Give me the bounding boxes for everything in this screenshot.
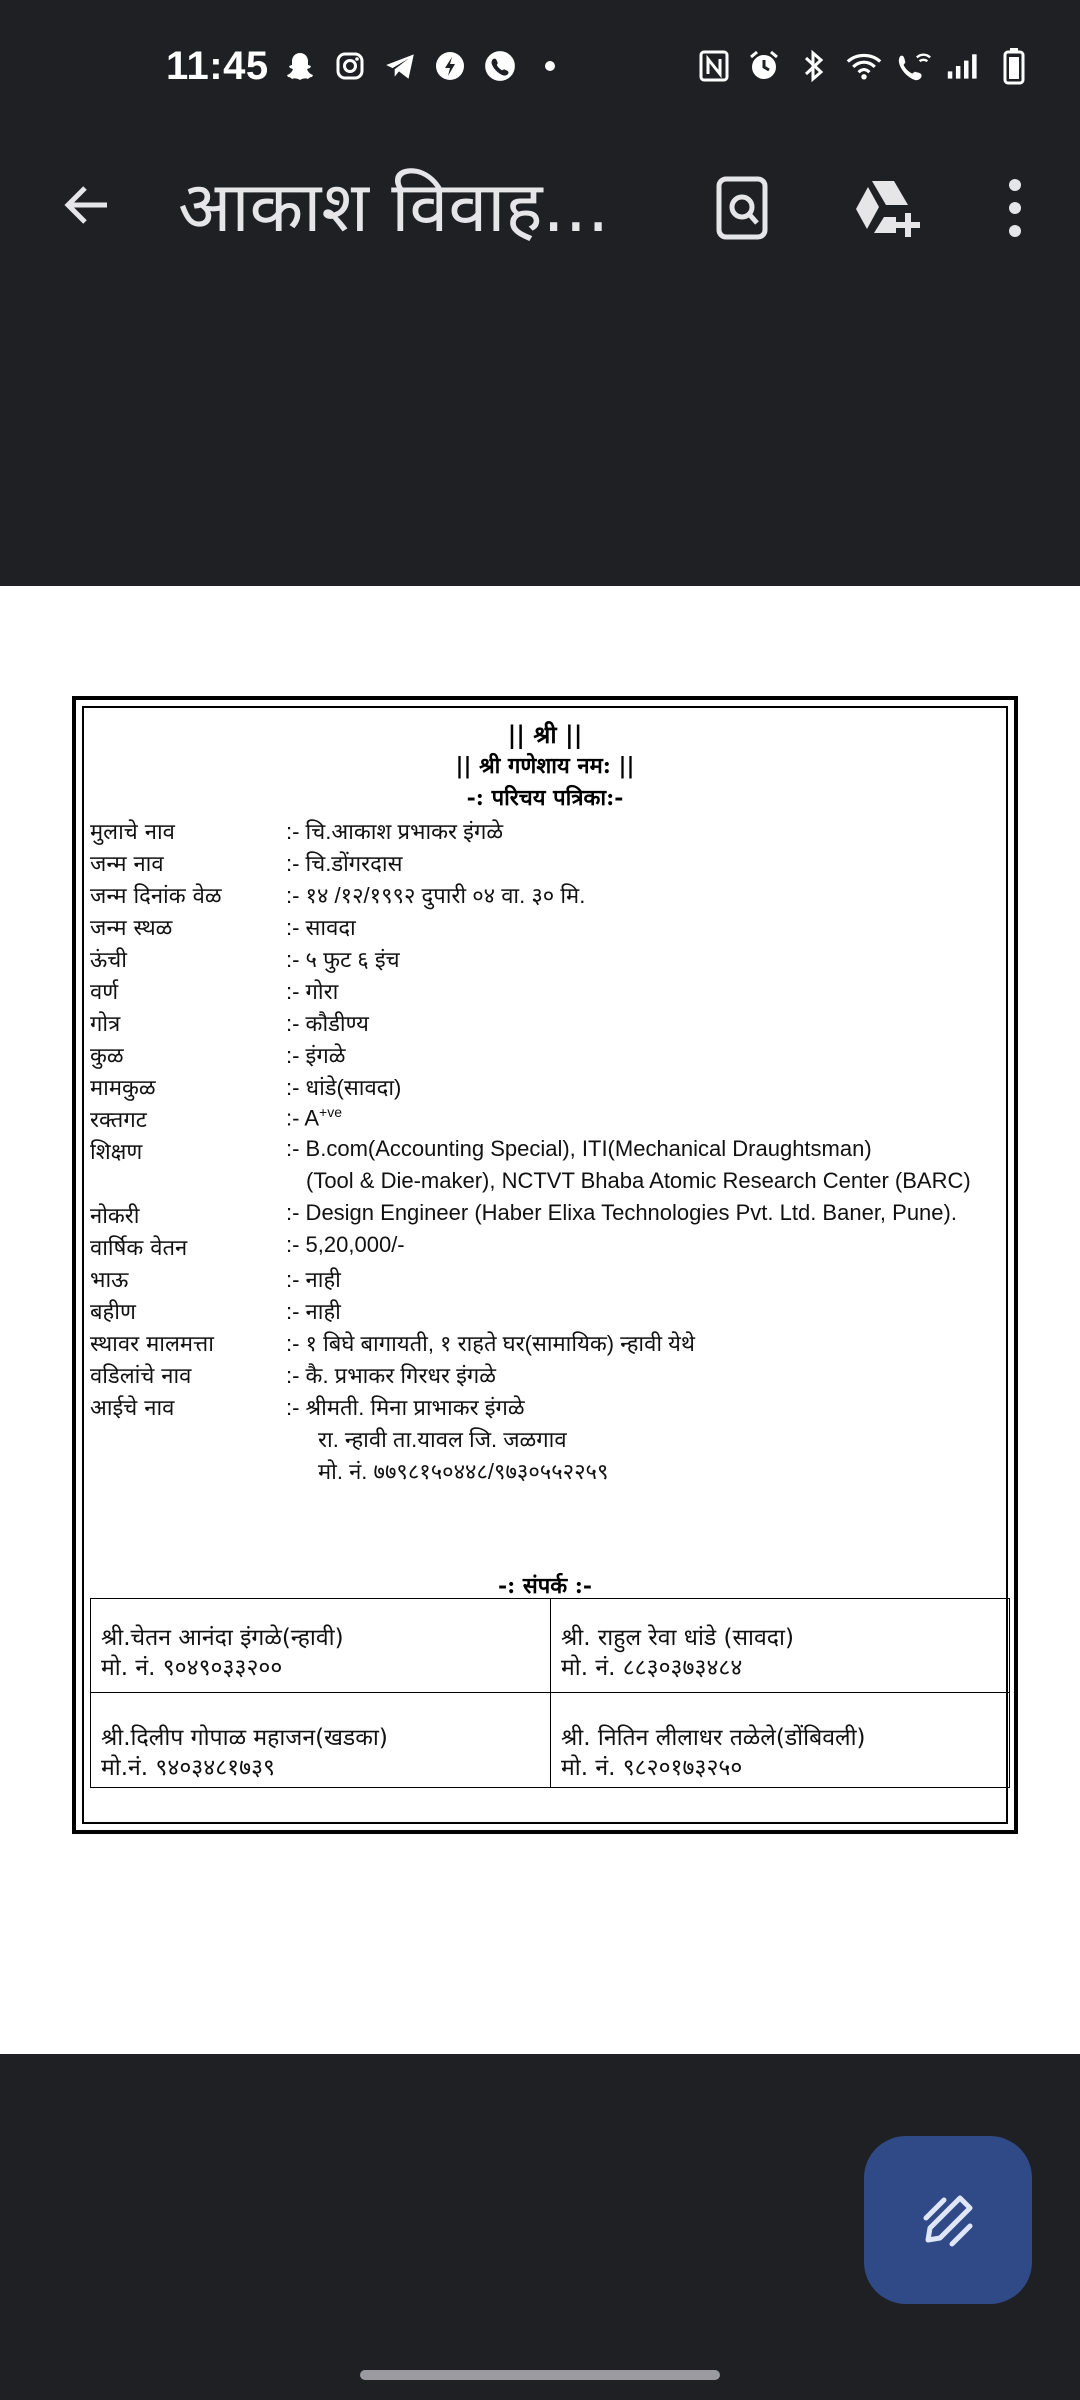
row-value: :- नाही	[286, 1267, 341, 1292]
search-document-button[interactable]	[703, 168, 783, 248]
row-mother-name	[90, 1392, 1010, 1424]
search-document-icon	[711, 173, 775, 243]
row-value: :- Design Engineer (Haber Elixa Technologies Pvt. Ltd. Baner, Pune).	[286, 1200, 957, 1225]
document-border	[72, 696, 1018, 1834]
row-kul	[90, 1040, 1010, 1072]
row-birth-name	[90, 848, 1010, 880]
row-value: :- चि.डोंगरदास	[286, 851, 403, 876]
row-label: भाऊ	[90, 1268, 129, 1293]
row-value: :- श्रीमती. मिना प्राभाकर इंगळे	[286, 1395, 525, 1420]
dot-icon	[532, 48, 568, 84]
row-complexion	[90, 976, 1010, 1008]
system-status-icons	[696, 48, 1032, 84]
row-value: :- सावदा	[286, 915, 356, 940]
row-mamkul	[90, 1072, 1010, 1104]
row-label: शिक्षण	[90, 1140, 143, 1165]
row-label: नोकरी	[90, 1204, 140, 1229]
row-value: :- १ बिघे बागायती, १ राहते घर(सामायिक) न्हावी येथे	[286, 1331, 695, 1356]
app-bar	[0, 140, 1080, 270]
status-bar	[0, 0, 1080, 140]
row-name	[90, 816, 1010, 848]
contact-name: श्री.चेतन आनंदा इंगळे(न्हावी)	[101, 1625, 344, 1651]
contact-phone: मो. नं. ९०४९०३३२००	[101, 1655, 283, 1681]
row-label: रक्तगट	[90, 1108, 147, 1133]
contact-phone: मो. नं. ९८२०१७३२५०	[561, 1755, 743, 1781]
row-blood-group	[90, 1104, 1010, 1136]
instagram-icon	[332, 48, 368, 84]
row-value: (Tool & Die-maker), NCTVT Bhaba Atomic Research Center (BARC)	[306, 1168, 971, 1193]
row-brother	[90, 1264, 1010, 1296]
bluetooth-icon	[796, 48, 832, 84]
row-property	[90, 1328, 1010, 1360]
telegram-icon	[382, 48, 418, 84]
nfc-icon	[696, 48, 732, 84]
edit-fab-button[interactable]	[864, 2136, 1032, 2304]
contact-name: श्री. राहुल रेवा धांडे (सावदा)	[561, 1625, 794, 1651]
row-value: :- ५ फुट ६ इंच	[286, 947, 400, 972]
add-to-drive-button[interactable]	[846, 168, 926, 248]
row-label: मामकुळ	[90, 1076, 156, 1101]
row-value: :- १४ /१२/१९९२ दुपारी ०४ वा. ३० मि.	[286, 883, 586, 908]
row-height	[90, 944, 1010, 976]
header-shri: || श्री ||	[507, 720, 583, 749]
row-label: बहीण	[90, 1300, 136, 1325]
row-value: :- धांडे(सावदा)	[286, 1075, 402, 1100]
row-address	[90, 1424, 1010, 1456]
contact-phone: मो.नं. ९४०३४८१७३९	[101, 1755, 276, 1781]
row-salary	[90, 1232, 1010, 1264]
contact-cell	[551, 1599, 1009, 1693]
row-value: :- इंगळे	[286, 1043, 346, 1068]
battery-icon	[996, 48, 1032, 84]
row-value: :- गोरा	[286, 979, 339, 1004]
status-time: 11:45	[166, 44, 269, 88]
row-value: :- B.com(Accounting Special), ITI(Mechanical Draughtsman)	[286, 1136, 872, 1161]
row-birth-date-time	[90, 880, 1010, 912]
row-value: :- कौडीण्य	[286, 1011, 369, 1036]
row-label: गोत्र	[90, 1012, 121, 1037]
blood-group-sup: +ve	[319, 1104, 342, 1120]
document-content	[82, 706, 1008, 1824]
row-value: :- 5,20,000/-	[286, 1232, 405, 1257]
more-vert-icon	[1005, 177, 1025, 239]
blood-group-value: :- A	[286, 1105, 320, 1131]
contact-name: श्री. नितिन लीलाधर तळेले(डोंबिवली)	[561, 1725, 866, 1751]
header-parichay-patrika: -: परिचय पत्रिका:-	[466, 785, 624, 811]
row-label: स्थावर मालमत्ता	[90, 1332, 214, 1357]
row-birth-place	[90, 912, 1010, 944]
row-gotra	[90, 1008, 1010, 1040]
row-education	[90, 1136, 1010, 1168]
row-value: :- चि.आकाश प्रभाकर इंगळे	[286, 819, 504, 844]
row-label: वार्षिक वेतन	[90, 1236, 188, 1261]
app-notification-icon	[432, 48, 468, 84]
contact-cell	[91, 1693, 551, 1787]
signal-icon	[946, 48, 982, 84]
notification-icons	[282, 48, 568, 84]
contact-cell	[551, 1693, 1009, 1787]
biodata-rows	[90, 816, 1010, 1488]
contact-table	[90, 1598, 1010, 1788]
row-label: वडिलांचे नाव	[90, 1364, 192, 1389]
row-father-name	[90, 1360, 1010, 1392]
snapchat-icon	[282, 48, 318, 84]
back-button[interactable]	[52, 170, 122, 240]
header-ganeshay: || श्री गणेशाय नम: ||	[455, 753, 635, 779]
alarm-icon	[746, 48, 782, 84]
back-arrow-icon	[59, 177, 115, 233]
google-drive-add-icon	[850, 177, 922, 239]
document-page[interactable]	[0, 586, 1080, 2054]
home-indicator[interactable]	[360, 2370, 720, 2380]
row-job	[90, 1200, 1010, 1232]
row-label: आईचे नाव	[90, 1396, 175, 1421]
row-label: मुलाचे नाव	[90, 820, 175, 845]
row-mobile	[90, 1456, 1010, 1488]
row-label: कुळ	[90, 1044, 124, 1069]
contact-phone: मो. नं. ८८३०३७३४८४	[561, 1655, 743, 1681]
row-label: जन्म नाव	[90, 852, 164, 877]
wifi-icon	[846, 48, 882, 84]
whatsapp-icon	[482, 48, 518, 84]
contact-cell	[91, 1599, 551, 1693]
contact-title: -: संपर्क :-	[497, 1573, 593, 1599]
row-label: जन्म दिनांक वेळ	[90, 884, 222, 909]
row-sister	[90, 1296, 1010, 1328]
document-title: आकाश विवाह...	[178, 166, 610, 248]
row-value	[286, 1104, 342, 1131]
edit-pen-icon	[916, 2188, 980, 2252]
row-label: जन्म स्थळ	[90, 916, 173, 941]
row-education-cont	[90, 1168, 1010, 1200]
row-label: वर्ण	[90, 980, 119, 1005]
row-value: :- नाही	[286, 1299, 341, 1324]
row-label: ऊंची	[90, 948, 127, 973]
row-value: :- कै. प्रभाकर गिरधर इंगळे	[286, 1363, 496, 1388]
more-options-button[interactable]	[975, 168, 1055, 248]
contact-name: श्री.दिलीप गोपाळ महाजन(खडका)	[101, 1725, 388, 1751]
wifi-calling-icon	[896, 48, 932, 84]
row-value: रा. न्हावी ता.यावल जि. जळगाव	[318, 1427, 567, 1452]
row-value: मो. नं. ७७९८१५०४४८/९७३०५५२२५९	[318, 1459, 609, 1484]
